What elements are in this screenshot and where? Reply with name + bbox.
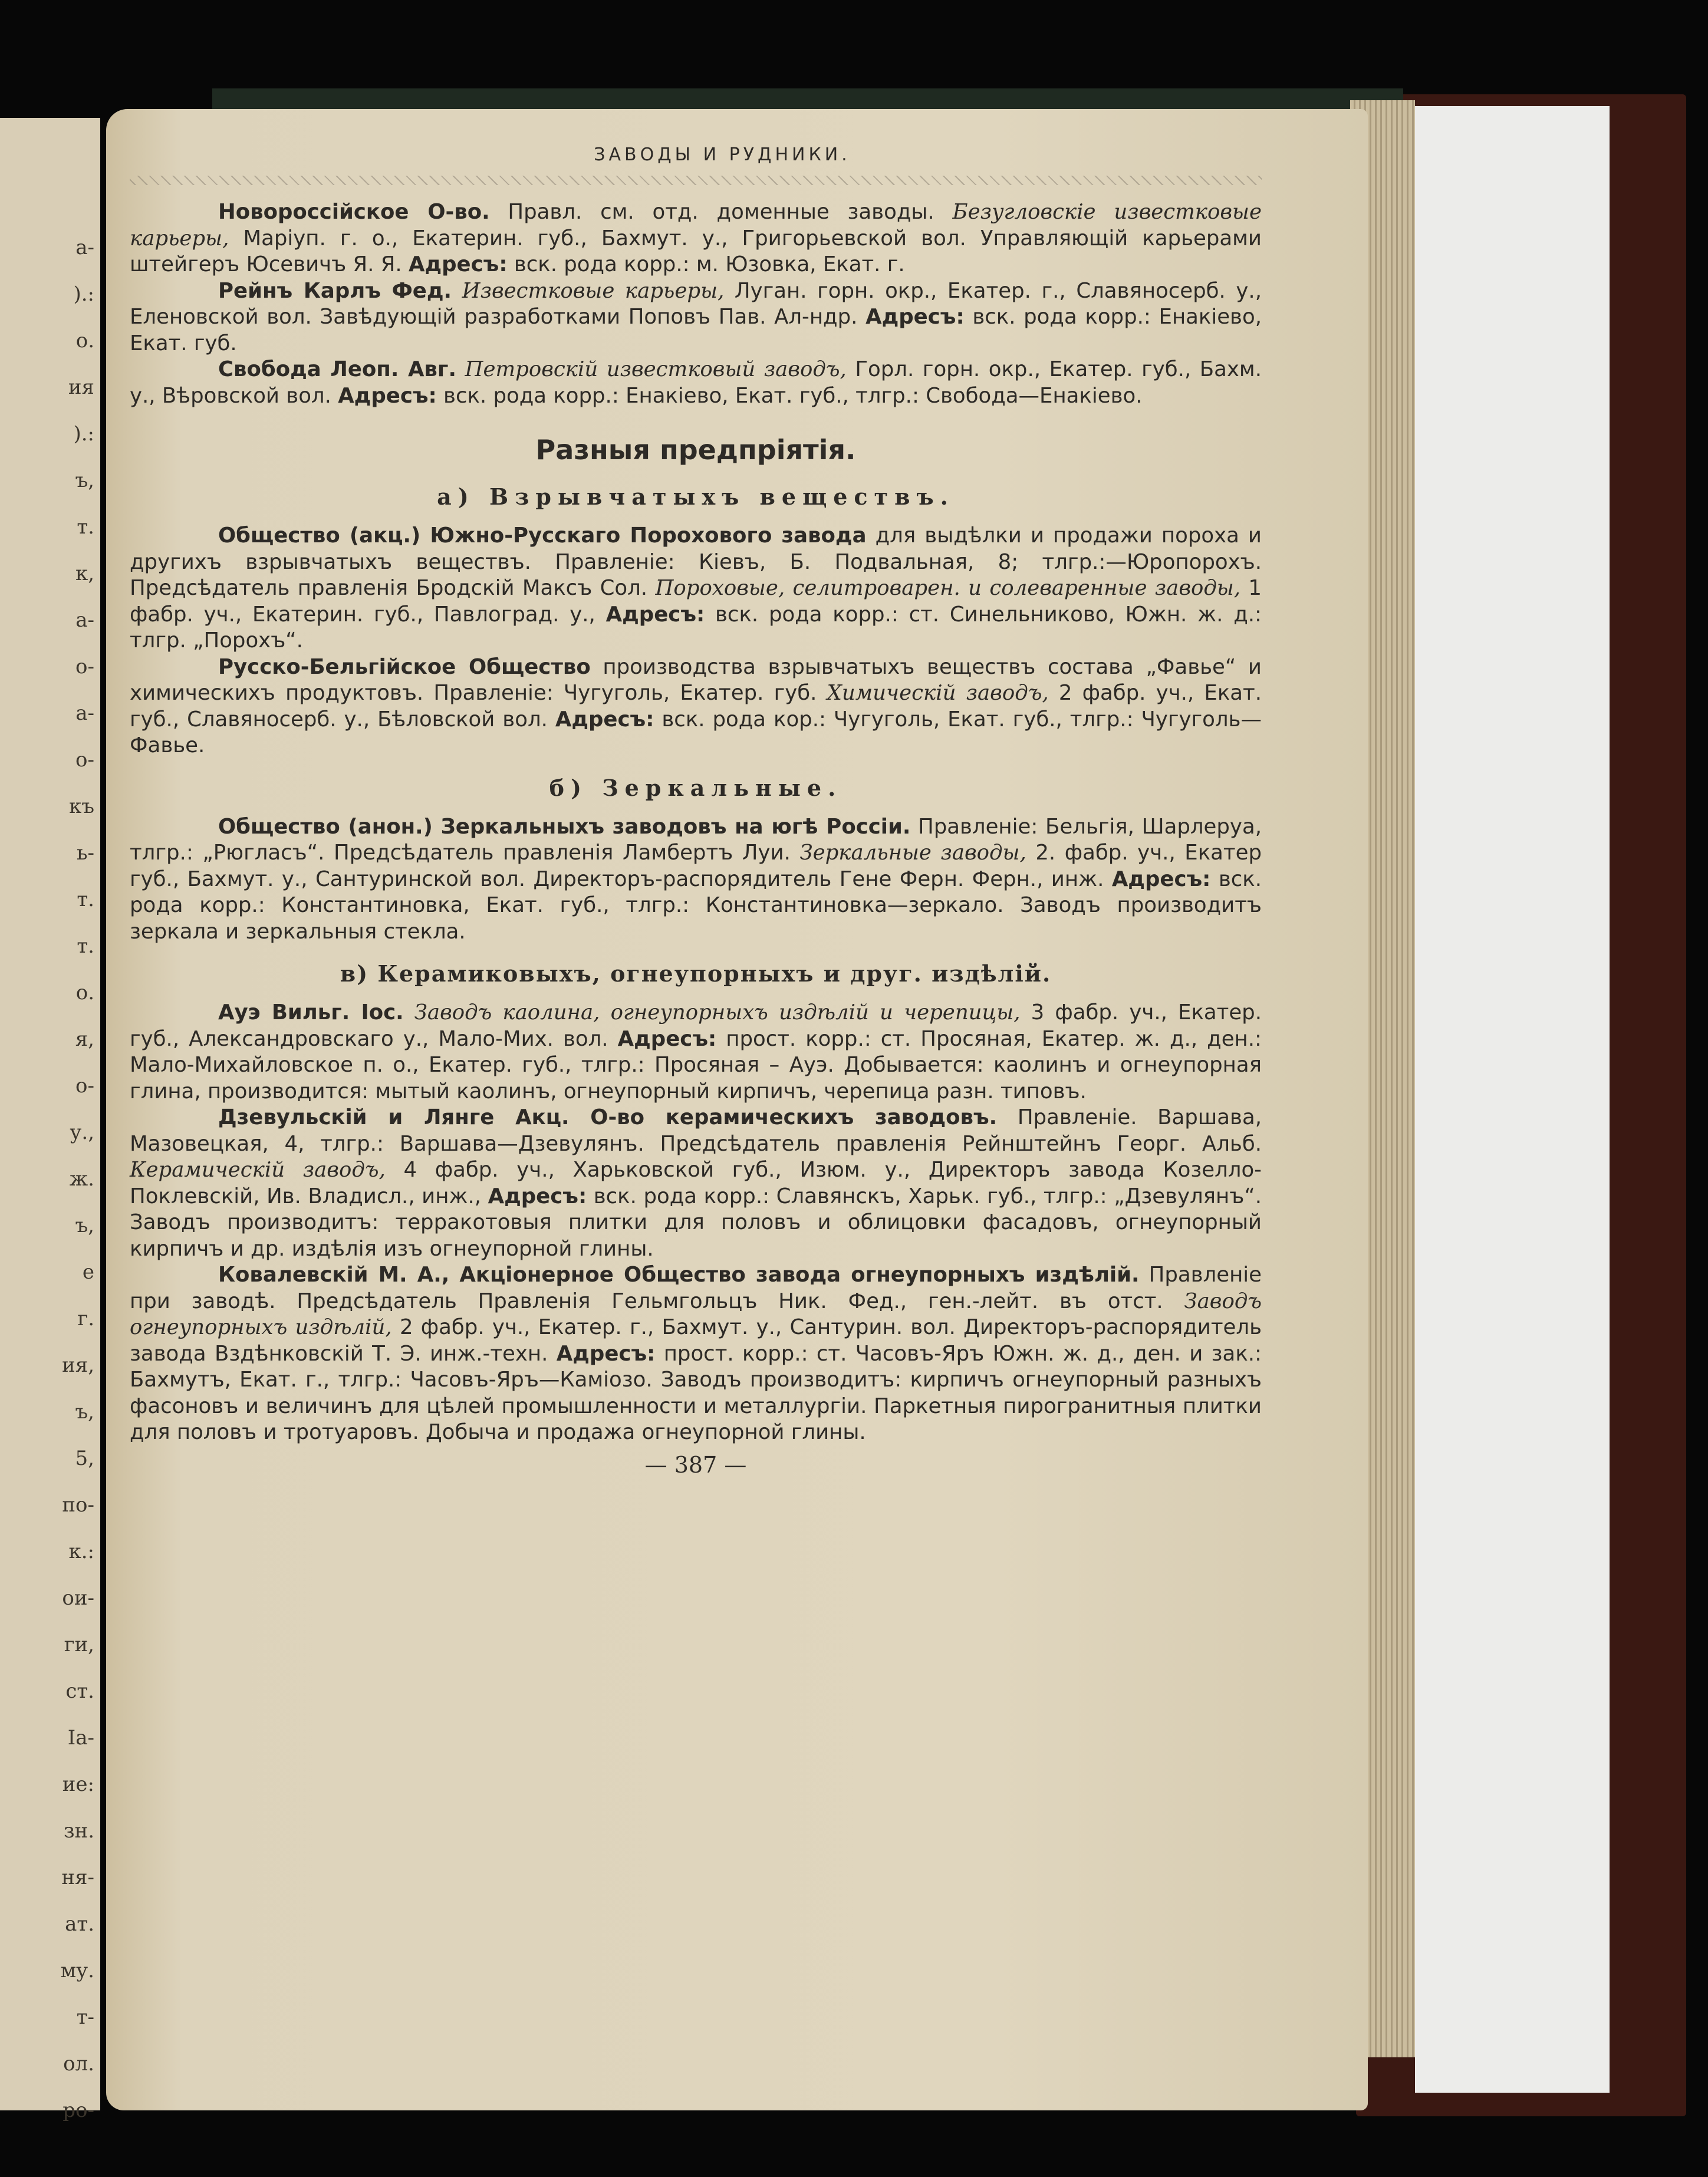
left-page-edge (0, 118, 100, 2122)
left-margin-fragment: т- (76, 2005, 94, 2029)
left-margin-fragment: зн. (63, 1819, 94, 1843)
left-margin-fragment: о. (75, 981, 94, 1004)
entry-text (456, 357, 465, 381)
entry-text: производства взрывчатыхъ веществъ состава „Фавье“ и химическихъ продуктовъ. Правленіе: Чугуголь, Екатер. губ. (130, 654, 1262, 705)
left-margin-fragment: а- (75, 701, 94, 725)
directory-entry (130, 654, 1262, 759)
subsection-b-title: б) Зеркальные. (549, 774, 843, 801)
left-margin-fragment: ои- (62, 1586, 94, 1610)
left-margin-fragment: ол. (63, 2052, 94, 2076)
page-number: — 387 — (644, 1451, 747, 1478)
entry-details: 2 фабр. уч., Екат. губ., Славяносерб. у., Бѣловской вол. (130, 681, 1262, 732)
left-margin-fragment: т. (77, 934, 94, 958)
left-margin-fragment: г. (77, 1307, 94, 1330)
entry-works: Заводъ огнеупорныхъ издѣлій, (130, 1289, 1262, 1339)
left-margin-fragment: ия, (62, 1353, 94, 1377)
entry-address-label: Адресъ: (338, 383, 437, 408)
left-margin-fragment: а- (75, 236, 94, 259)
entry-details: Горл. горн. окр., Екатер. губ., Бахм. у., Вѣровской вол. (130, 357, 1262, 408)
entry-text: для выдѣлки и продажи пороха и другихъ взрывчатыхъ веществъ. Правленіе: Кіевъ, Б. Подвальная, 8; тлгр.:—Юропорохъ. Предсѣдатель правленія Бродскій Максъ Сол. (130, 523, 1262, 600)
left-margin-fragment: ж. (69, 1167, 94, 1191)
left-margin-fragment: ъ, (75, 469, 94, 492)
left-margin-fragment: к, (75, 562, 94, 585)
left-margin-fragment: по- (62, 1493, 94, 1517)
entry-address-label: Адресъ: (555, 707, 654, 732)
left-margin-fragments (0, 118, 100, 2122)
left-margin-fragment: о- (75, 655, 94, 679)
left-margin-fragment: ь- (77, 841, 94, 865)
left-margin-fragment: о- (75, 1074, 94, 1098)
left-margin-fragment: о. (75, 329, 94, 353)
left-margin-fragment: ат. (65, 1912, 94, 1936)
entry-name: Ковалевскій М. А., Акціонерное Общество завода огнеупорныхъ издѣлій. (218, 1263, 1140, 1287)
entry-name: Новороссійское О-во. (218, 200, 490, 224)
directory-entry (130, 278, 1262, 357)
entry-name: Русско-Бельгійское Общество (218, 654, 591, 679)
entry-name: Общество (анон.) Зеркальныхъ заводовъ на югѣ Россіи. (218, 814, 911, 839)
entry-works: Зеркальные заводы, (799, 841, 1026, 865)
page-content (130, 144, 1262, 1478)
left-margin-fragment: т. (77, 888, 94, 911)
directory-entry (130, 357, 1262, 409)
wavy-rule (130, 176, 1262, 185)
left-margin-fragment: ст. (65, 1679, 94, 1703)
entry-address-label: Адресъ: (605, 602, 705, 627)
entry-address: вск. рода корр.: Енакіево, Екат. губ. (130, 305, 1262, 355)
entries-top (130, 199, 1262, 409)
entry-text: Правленіе. Варшава, Мазовецкая, 4, тлгр.: Варшава—Дзевулянъ. Предсѣдатель правленія Рейнштейнъ Георг. Альб. (130, 1105, 1262, 1156)
left-margin-fragment: е (82, 1260, 94, 1284)
entry-text: Правленіе: Бельгія, Шарлеруа, тлгр.: „Рюгласъ“. Предсѣдатель правленія Ламбертъ Луи. (130, 814, 1262, 865)
entry-name: Свобода Леоп. Авг. (218, 357, 456, 381)
left-margin-fragment: 5, (75, 1447, 94, 1470)
entry-text (404, 1000, 414, 1025)
entry-works: Пороховые, селитроварен. и солеваренные заводы, (655, 576, 1241, 600)
left-margin-fragment: т. (77, 515, 94, 539)
subsection-v-title: в) Керамиковыхъ, огнеупорныхъ и друг. издѣлій. (340, 960, 1052, 987)
entry-details: 2. фабр. уч., Екатер губ., Бахмут. у., Сантуринской вол. Директоръ-распорядитель Гене Ферн. Ферн., инж. (130, 841, 1262, 891)
directory-entry (130, 1105, 1262, 1262)
left-margin-fragment: Ia- (67, 1726, 94, 1750)
entry-address: вск. рода кор.: Чугуголь, Екат. губ., тлгр.: Чугуголь—Фавье. (130, 707, 1262, 757)
left-margin-fragment: ро- (62, 2099, 94, 2122)
left-margin-fragment: к.: (68, 1540, 94, 1563)
entry-works: Петровскій известковый заводъ, (465, 357, 847, 381)
entry-address-label: Адресъ: (556, 1341, 656, 1366)
entry-details: 4 фабр. уч., Харьковской губ., Изюм. у., Директоръ завода Козелло-Поклевскій, Ив. Владисл., инж., (130, 1158, 1262, 1208)
subsection-a-title: а) Взрывчатыхъ веществъ. (437, 483, 955, 510)
left-margin-fragment: ъ, (75, 1214, 94, 1237)
entries-a (130, 523, 1262, 759)
left-margin-fragment: я, (75, 1027, 94, 1051)
entry-text (452, 279, 462, 303)
entry-address-label: Адресъ: (1111, 867, 1211, 891)
entries-b (130, 814, 1262, 946)
directory-entry (130, 199, 1262, 278)
entry-details: Луган. горн. окр., Екатер. г., Славяносерб. у., Еленовской вол. Завѣдующій разработками Поповъ Пав. Ал-ндр. (130, 278, 1262, 329)
book-page (106, 109, 1368, 2110)
entry-address: вск. рода корр.: Славянскъ, Харьк. губ., тлгр.: „Дзевулянъ“. Заводъ производитъ: терракотовыя плитки для половъ и облицовки фасадовъ, огнеупорный кирпичъ и др. издѣлія изъ огнеупорной глины. (130, 1184, 1262, 1261)
entry-name: Дзевульскій и Лянге Акц. О-во керамическихъ заводовъ. (218, 1105, 998, 1129)
entry-address: вск. рода корр.: Енакіево, Екат. губ., тлгр.: Свобода—Енакіево. (436, 383, 1143, 408)
entry-works: Известковые карьеры, (462, 278, 725, 303)
entry-text: Правленіе при заводѣ. Предсѣдатель Правленія Гельмгольцъ Ник. Фед., ген.-лейт. въ отст. (130, 1263, 1262, 1313)
running-head: ЗАВОДЫ И РУДНИКИ. (594, 144, 851, 165)
entry-name: Ауэ Вильг. Іос. (218, 1000, 404, 1025)
left-margin-fragment: ).: (73, 422, 94, 446)
left-margin-fragment: ).: (73, 282, 94, 306)
directory-entry (130, 1262, 1262, 1446)
left-margin-fragment: о- (75, 748, 94, 772)
entry-address-label: Адресъ: (617, 1026, 717, 1051)
left-margin-fragment: къ (69, 795, 94, 818)
entry-address-label: Адресъ: (408, 252, 508, 276)
entry-works: Безугловскіе известковые карьеры, (130, 200, 1262, 251)
entry-address-label: Адресъ: (488, 1184, 587, 1208)
entry-details: 2 фабр. уч., Екатер. г., Бахмут. у., Сантурин. вол. Директоръ-распорядитель завода Вздѣнковскій Т. Э. инж.-техн. (130, 1315, 1262, 1366)
entry-address-label: Адресъ: (865, 305, 965, 329)
left-margin-fragment: ия (68, 376, 94, 399)
entry-works: Заводъ каолина, огнеупорныхъ издѣлій и черепицы, (414, 1000, 1021, 1025)
left-margin-fragment: у., (70, 1121, 94, 1144)
left-margin-fragment: ие: (62, 1773, 94, 1796)
directory-entry (130, 814, 1262, 946)
left-margin-fragment: ъ, (75, 1400, 94, 1424)
section-title: Разныя предпріятія. (535, 434, 856, 466)
entry-text: Правл. см. отд. доменные заводы. (489, 200, 953, 224)
entries-v (130, 1000, 1262, 1446)
left-margin-fragment: ги, (64, 1633, 94, 1656)
entry-address: прост. корр.: ст. Часовъ-Яръ Южн. ж. д., ден. и зак.: Бахмутъ, Екат. г., тлгр.: Часовъ-Яръ—Каміозо. Заводъ производитъ: кирпичъ огнеупорный разныхъ фасоновъ и величинъ для цѣлей промышленности и металлургіи. Паркетныя пирогранитныя плитки для половъ и тротуаровъ. Добыча и продажа огнеупорной глины. (130, 1341, 1262, 1444)
entry-address: вск. рода корр.: ст. Синельниково, Южн. ж. д.: тлгр. „Порохъ“. (130, 602, 1262, 653)
entry-works: Керамическій заводъ, (130, 1158, 386, 1182)
entry-works: Химическій заводъ, (827, 681, 1049, 705)
directory-entry (130, 1000, 1262, 1105)
left-margin-fragment: ня- (61, 1866, 94, 1889)
entry-name: Общество (акц.) Южно-Русскаго Порохового завода (218, 523, 867, 548)
entry-address: прост. корр.: ст. Просяная, Екатер. ж. д., ден.: Мало-Михайловское п. о., Екатер. губ., тлгр.: Просяная – Ауэ. Добывается: каолинъ и огнеупорная глина, производится: мытый каолинъ, огнеупорный кирпичъ, черепица разн. типовъ. (130, 1026, 1262, 1104)
left-margin-fragment: му. (60, 1959, 94, 1982)
entry-details: 1 фабр. уч., Екатерин. губ., Павлоград. у., (130, 576, 1262, 627)
entry-name: Рейнъ Карлъ Фед. (218, 278, 452, 303)
left-margin-fragment: а- (75, 608, 94, 632)
entry-address: вск. рода корр.: Константиновка, Екат. губ., тлгр.: Константиновка—зеркало. Заводъ производитъ зеркала и зеркальныя стекла. (130, 867, 1262, 944)
entry-details: 3 фабр. уч., Екатер. губ., Александровскаго у., Мало-Мих. вол. (130, 1000, 1262, 1051)
entry-address: вск. рода корр.: м. Юзовка, Екат. г. (507, 252, 905, 276)
background-paper (1415, 106, 1610, 2093)
directory-entry (130, 523, 1262, 654)
entry-details: Маріуп. г. о., Екатерин. губ., Бахмут. у., Григорьевской вол. Управляющій карьерами штейгеръ Юсевичъ Я. Я. (130, 226, 1262, 276)
